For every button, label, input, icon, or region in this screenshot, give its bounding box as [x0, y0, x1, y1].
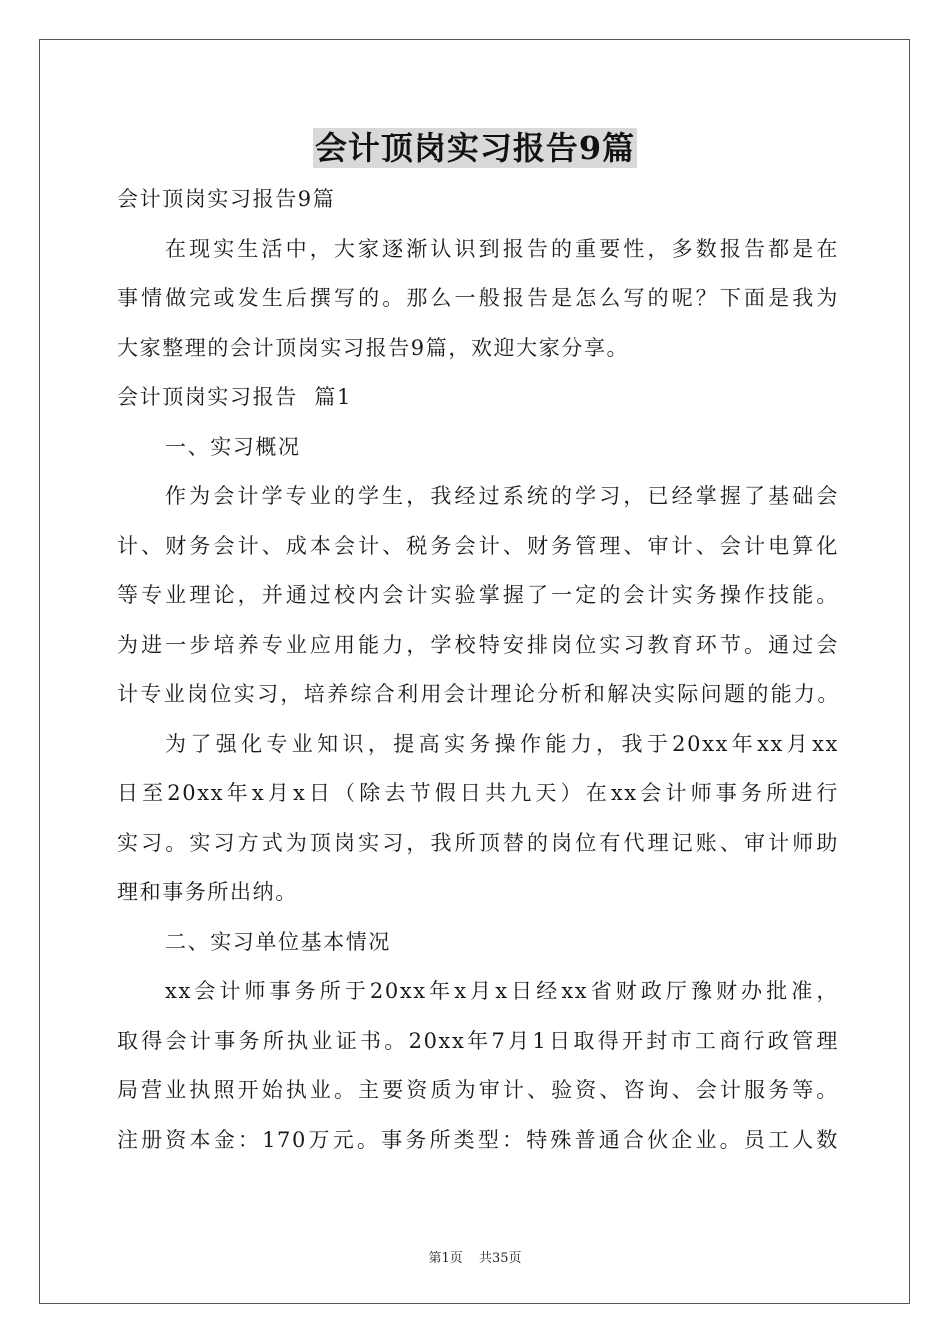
paragraph-line: xx会计师事务所于20xx年x月x日经xx省财政厅豫财办批准，	[165, 979, 839, 1003]
section-heading: 会计顶岗实习报告 篇1	[117, 385, 352, 409]
paragraph-line: 局营业执照开始执业。主要资质为审计、验资、咨询、会计服务等。	[117, 1078, 839, 1102]
intro-line: 大家整理的会计顶岗实习报告9篇，欢迎大家分享。	[117, 335, 630, 360]
page-footer	[0, 1247, 950, 1266]
paragraph-line: 为进一步培养专业应用能力，学校特安排岗位实习教育环节。通过会	[117, 632, 839, 657]
paragraph-line: 为了强化专业知识，提高实务操作能力，我于20xx年xx月xx	[165, 731, 839, 756]
paragraph-line: 理和事务所出纳。	[117, 880, 298, 904]
document-title: 会计顶岗实习报告9篇	[314, 129, 636, 167]
page-number: 第1页	[428, 1251, 463, 1266]
part2-heading: 二、实习单位基本情况	[165, 929, 391, 954]
paragraph-line: 计、财务会计、成本会计、税务会计、财务管理、审计、会计电算化	[117, 533, 839, 558]
subtitle: 会计顶岗实习报告9篇	[117, 187, 336, 211]
intro-line: 事情做完或发生后撰写的。那么一般报告是怎么写的呢？下面是我为	[117, 286, 839, 310]
paragraph-line: 日至20xx年x月x日（除去节假日共九天）在xx会计师事务所进行	[117, 781, 839, 805]
page-total: 共35页	[478, 1251, 522, 1266]
paragraph-line: 计专业岗位实习，培养综合利用会计理论分析和解决实际问题的能力。	[117, 682, 839, 706]
document-body	[117, 175, 839, 1165]
title-container	[0, 128, 950, 168]
paragraph-line: 等专业理论，并通过校内会计实验掌握了一定的会计实务操作技能。	[117, 583, 839, 607]
paragraph-line: 取得会计事务所执业证书。20xx年7月1日取得开封市工商行政管理	[117, 1028, 839, 1053]
paragraph-line: 注册资本金：170万元。事务所类型：特殊普通合伙企业。员工人数	[117, 1127, 839, 1152]
paragraph-line: 实习。实习方式为顶岗实习，我所顶替的岗位有代理记账、审计师助	[117, 830, 839, 855]
part1-heading: 一、实习概况	[165, 434, 301, 459]
paragraph-line: 作为会计学专业的学生，我经过系统的学习，已经掌握了基础会	[165, 484, 839, 508]
intro-line: 在现实生活中，大家逐渐认识到报告的重要性，多数报告都是在	[165, 236, 839, 261]
